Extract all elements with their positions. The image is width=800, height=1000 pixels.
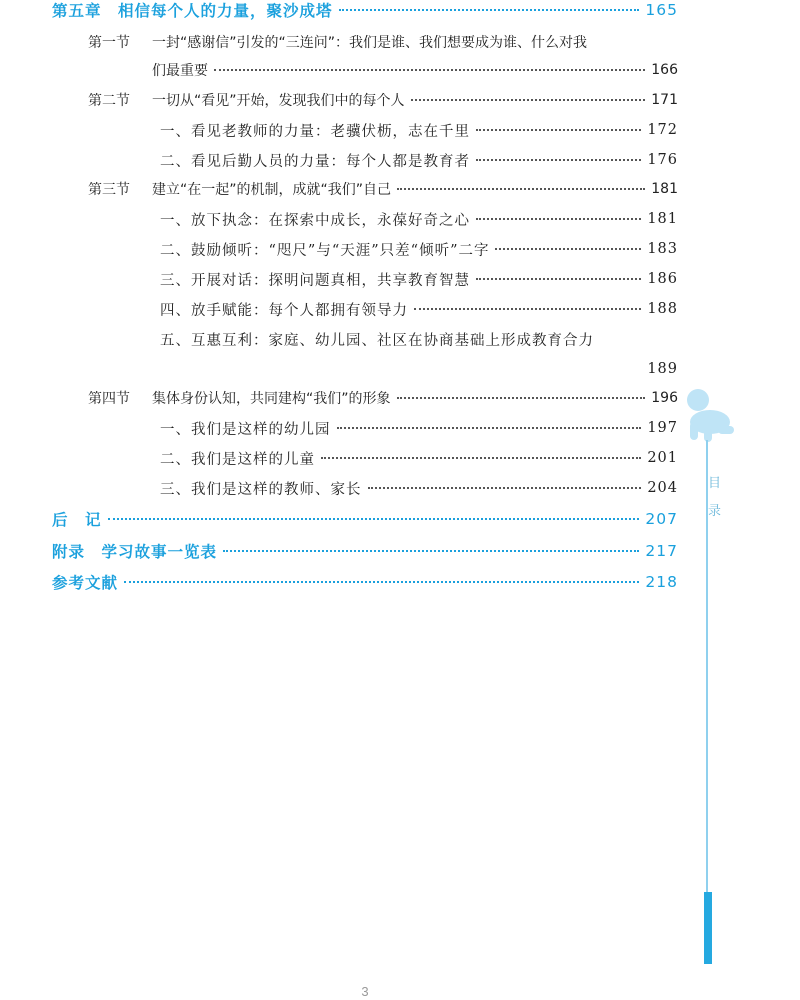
toc-item-3-3[interactable] bbox=[160, 267, 678, 291]
toc-section-2-number: 第二节 bbox=[88, 93, 130, 109]
toc-section-2[interactable] bbox=[88, 88, 678, 112]
toc-chapter-5[interactable] bbox=[52, 0, 678, 22]
toc-section-2-title: 一切从“看见”开始，发现我们中的每个人 bbox=[152, 93, 405, 109]
toc-references-title: 参考文献 bbox=[52, 574, 119, 592]
toc-item-3-4-page: 188 bbox=[647, 301, 678, 317]
toc-section-3-number: 第三节 bbox=[88, 182, 130, 198]
toc-chapter-5-page: 165 bbox=[645, 1, 678, 19]
toc-section-1-title: 一封“感谢信”引发的“三连问”：我们是谁、我们想要成为谁、什么对我 bbox=[152, 35, 588, 51]
toc-item-4-1-title: 一、我们是这样的幼儿园 bbox=[160, 421, 331, 438]
dot-leader bbox=[414, 308, 641, 310]
toc-item-4-1-page: 197 bbox=[647, 420, 678, 436]
toc-afterword-page: 207 bbox=[645, 510, 678, 528]
dot-leader bbox=[337, 427, 642, 429]
toc-section-1-page: 166 bbox=[651, 62, 678, 78]
toc-item-3-4[interactable] bbox=[160, 297, 678, 321]
toc-section-1-continued[interactable] bbox=[152, 58, 678, 82]
sidebar-contents-label: 目 录 bbox=[708, 476, 722, 519]
toc-item-4-3-page: 204 bbox=[647, 480, 678, 496]
toc-item-3-3-title: 三、开展对话：探明问题真相，共享教育智慧 bbox=[160, 272, 470, 289]
toc-item-2-1[interactable] bbox=[160, 118, 678, 142]
sidebar-accent-bar bbox=[704, 892, 712, 964]
page-number: 3 bbox=[361, 984, 369, 999]
toc-item-2-2-page: 176 bbox=[647, 152, 678, 168]
toc-item-4-3-title: 三、我们是这样的教师、家长 bbox=[160, 481, 362, 498]
toc-appendix[interactable] bbox=[52, 539, 678, 563]
toc-section-3[interactable] bbox=[88, 177, 678, 201]
toc-section-4[interactable] bbox=[88, 386, 678, 410]
dot-leader bbox=[397, 397, 646, 399]
dot-leader bbox=[397, 188, 645, 190]
toc-section-3-title: 建立“在一起”的机制，成就“我们”自己 bbox=[152, 182, 392, 198]
toc-references-page: 218 bbox=[645, 573, 678, 591]
toc-item-3-2[interactable] bbox=[160, 237, 678, 261]
toc-item-3-5-page: 189 bbox=[647, 361, 678, 377]
dot-leader bbox=[339, 9, 640, 11]
toc-afterword[interactable] bbox=[52, 507, 678, 531]
toc-item-3-2-page: 183 bbox=[647, 241, 678, 257]
dot-leader bbox=[495, 248, 641, 250]
toc-item-2-1-page: 172 bbox=[647, 122, 678, 138]
toc-item-3-1-page: 181 bbox=[647, 211, 678, 227]
dot-leader bbox=[368, 487, 642, 489]
toc-item-2-2-title: 二、看见后勤人员的力量：每个人都是教育者 bbox=[160, 153, 470, 170]
toc-afterword-title: 后 记 bbox=[52, 511, 102, 529]
toc-item-3-3-page: 186 bbox=[647, 271, 678, 287]
toc-section-4-page: 196 bbox=[651, 390, 678, 406]
toc-item-3-5-title: 五、互惠互利：家庭、幼儿园、社区在协商基础上形成教育合力 bbox=[160, 332, 594, 349]
toc-references[interactable] bbox=[52, 570, 678, 594]
dot-leader bbox=[108, 518, 640, 520]
dot-leader bbox=[476, 159, 641, 161]
toc-item-4-2-title: 二、我们是这样的儿童 bbox=[160, 451, 315, 468]
toc-item-3-1[interactable] bbox=[160, 207, 678, 231]
baby-crawling-icon bbox=[676, 386, 740, 446]
toc-section-1-number: 第一节 bbox=[88, 35, 130, 51]
toc-item-4-1[interactable] bbox=[160, 416, 678, 440]
dot-leader bbox=[124, 581, 639, 583]
dot-leader bbox=[214, 69, 645, 71]
dot-leader bbox=[321, 457, 641, 459]
toc-section-4-number: 第四节 bbox=[88, 391, 130, 407]
toc-section-3-page: 181 bbox=[651, 181, 678, 197]
toc-item-3-1-title: 一、放下执念：在探索中成长，永葆好奇之心 bbox=[160, 212, 470, 229]
toc-appendix-page: 217 bbox=[645, 542, 678, 560]
toc-chapter-5-title: 第五章 相信每个人的力量，聚沙成塔 bbox=[52, 2, 333, 20]
toc-item-3-5[interactable] bbox=[160, 327, 678, 351]
toc-item-4-2-page: 201 bbox=[647, 450, 678, 466]
dot-leader bbox=[476, 129, 641, 131]
dot-leader bbox=[476, 218, 641, 220]
toc-item-2-1-title: 一、看见老教师的力量：老骥伏枥，志在千里 bbox=[160, 123, 470, 140]
toc-item-3-5-pageline[interactable] bbox=[160, 357, 678, 381]
toc-section-1-title-cont: 们最重要 bbox=[152, 63, 208, 79]
toc-section-2-page: 171 bbox=[651, 92, 678, 108]
toc-item-4-2[interactable] bbox=[160, 446, 678, 470]
toc-item-2-2[interactable] bbox=[160, 148, 678, 172]
dot-leader bbox=[223, 550, 639, 552]
dot-leader bbox=[476, 278, 641, 280]
toc-section-4-title: 集体身份认知，共同建构“我们”的形象 bbox=[152, 391, 391, 407]
toc-item-4-3[interactable] bbox=[160, 476, 678, 500]
toc-item-3-4-title: 四、放手赋能：每个人都拥有领导力 bbox=[160, 302, 408, 319]
toc-item-3-2-title: 二、鼓励倾听：“咫尺”与“天涯”只差“倾听”二字 bbox=[160, 242, 490, 259]
dot-leader bbox=[411, 99, 646, 101]
toc-section-1[interactable] bbox=[88, 30, 678, 54]
toc-appendix-title: 附录 学习故事一览表 bbox=[52, 543, 218, 561]
